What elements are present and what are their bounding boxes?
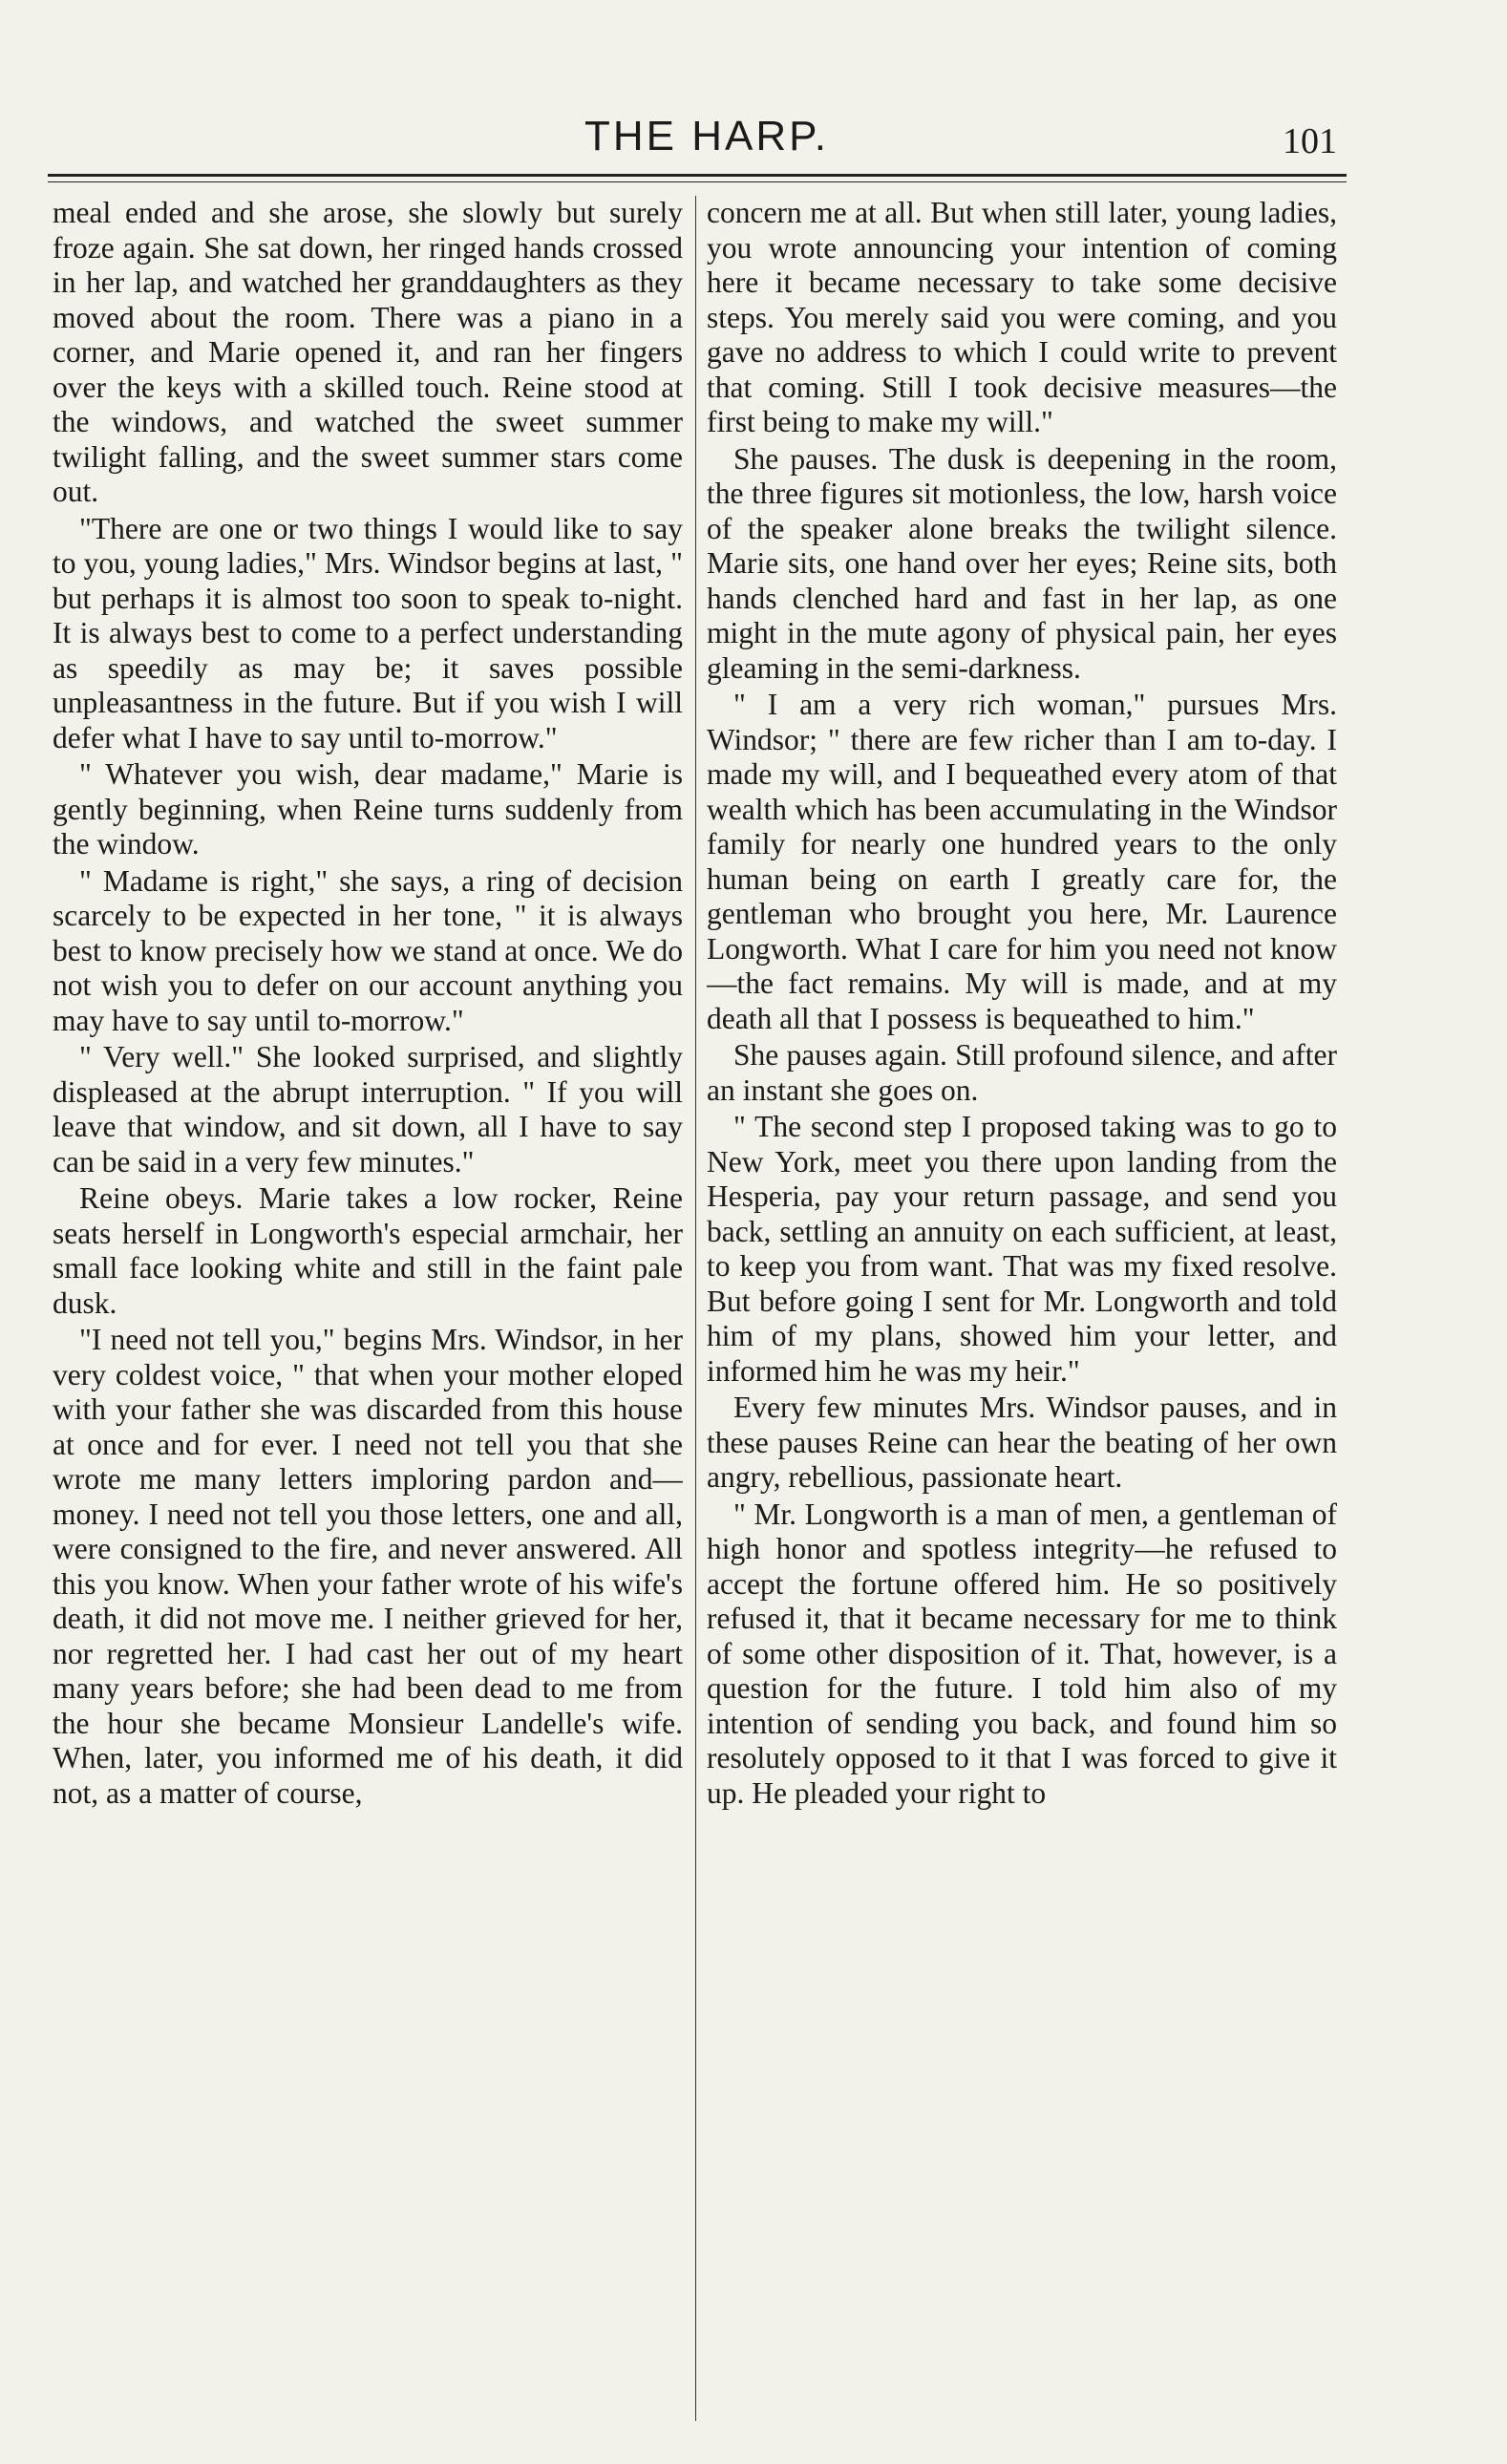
paragraph: "I need not tell you," begins Mrs. Windsor, in her very coldest voice, " that when your mother eloped with your father she was discarded from this house at once and for ever. I need not tell you that she wrote me many letters imploring pardon and—money. I need not tell you those letters, one and all, were consigned to the fire, and never answered. All this you know. When your father wrote of his wife's death, it did not move me. I neither grieved for her, nor regretted her. I had cast her out of my heart many years before; she had been dead to me from the hour she became Monsieur Landelle's wife. When, later, you informed me of his death, it did not, as a matter of course, [53, 1323, 683, 1810]
header-rule-thin [48, 181, 1347, 182]
paragraph: concern me at all. But when still later, young ladies, you wrote announcing your intention of coming here it became necessary to take some decisive steps. You merely said you were coming, and you gave no address to which I could write to prevent that coming. Still I took decisive measures—the first being to make my will." [707, 196, 1337, 438]
paragraph: Every few minutes Mrs. Windsor pauses, and in these pauses Reine can hear the beating of her own angry, rebellious, passionate heart. [707, 1391, 1337, 1494]
paragraph: She pauses. The dusk is deepening in the room, the three figures sit motionless, the low, harsh voice of the speaker alone breaks the twilight silence. Marie sits, one hand over her eyes; Reine sits, both hands clenched hard and fast in her lap, as one might in the mute agony of physical pain, her eyes gleaming in the semi-darkness. [707, 441, 1337, 685]
page-number: 101 [1283, 121, 1337, 161]
paragraph: " Madame is right," she says, a ring of decision scarcely to be expected in her tone, " it is always best to know precisely how we stand at once. We do not wish you to defer on our account anything you may have to say until to-morrow." [53, 863, 683, 1037]
paragraph: " Mr. Longworth is a man of men, a gentleman of high honor and spotless integrity—he refused to accept the fortune offered him. He so positively refused it, that it became necessary for me to think of some other disposition of it. That, however, is a question for the future. I told him also of my intention of sending you back, and found him so resolutely opposed to it that I was forced to give it up. He pleaded your right to [707, 1497, 1337, 1810]
paragraph: meal ended and she arose, she slowly but surely froze again. She sat down, her ringed hands crossed in her lap, and watched her granddaughters as they moved about the room. There was a piano in a corner, and Marie opened it, and ran her fingers over the keys with a skilled touch. Reine stood at the windows, and watched the sweet summer twilight falling, and the sweet summer stars come out. [53, 196, 683, 508]
paragraph: She pauses again. Still profound silence, and after an instant she goes on. [707, 1038, 1337, 1107]
page-header [48, 113, 1366, 180]
paragraph: Reine obeys. Marie takes a low rocker, Reine seats herself in Longworth's especial armchair, her small face looking white and still in the faint pale dusk. [53, 1181, 683, 1320]
running-title: THE HARP. [584, 113, 830, 159]
paragraph: "There are one or two things I would like to say to you, young ladies," Mrs. Windsor begins at last, " but perhaps it is almost too soon to speak to-night. It is always best to come to a perfect understanding as speedily as may be; it saves possible unpleasantness in the future. But if you wish I will defer what I have to say until to-morrow." [53, 511, 683, 754]
paragraph: " The second step I proposed taking was to go to New York, meet you there upon landing from the Hesperia, pay your return passage, and send you back, settling an annuity on each sufficient, at least, to keep you from want. That was my fixed resolve. But before going I sent for Mr. Longworth and told him of my plans, showed him your letter, and informed him he was my heir." [707, 1110, 1337, 1388]
header-rule-thick [48, 174, 1347, 177]
paragraph: " Very well." She looked surprised, and slightly displeased at the abrupt interruption. " If you will leave that window, and sit down, all I have to say can be said in a very few minutes." [53, 1040, 683, 1179]
column-divider [695, 196, 696, 2421]
paragraph: " Whatever you wish, dear madame," Marie is gently beginning, when Reine turns suddenly from the window. [53, 757, 683, 860]
left-column [53, 196, 683, 2421]
right-column [707, 196, 1337, 2421]
paragraph: " I am a very rich woman," pursues Mrs. Windsor; " there are few richer than I am to-day. I made my will, and I bequeathed every atom of that wealth which has been accumulating in the Windsor family for nearly one hundred years to the only human being on earth I greatly care for, the gentleman who brought you here, Mr. Laurence Longworth. What I care for him you need not know—the fact remains. My will is made, and at my death all that I possess is bequeathed to him." [707, 688, 1337, 1035]
